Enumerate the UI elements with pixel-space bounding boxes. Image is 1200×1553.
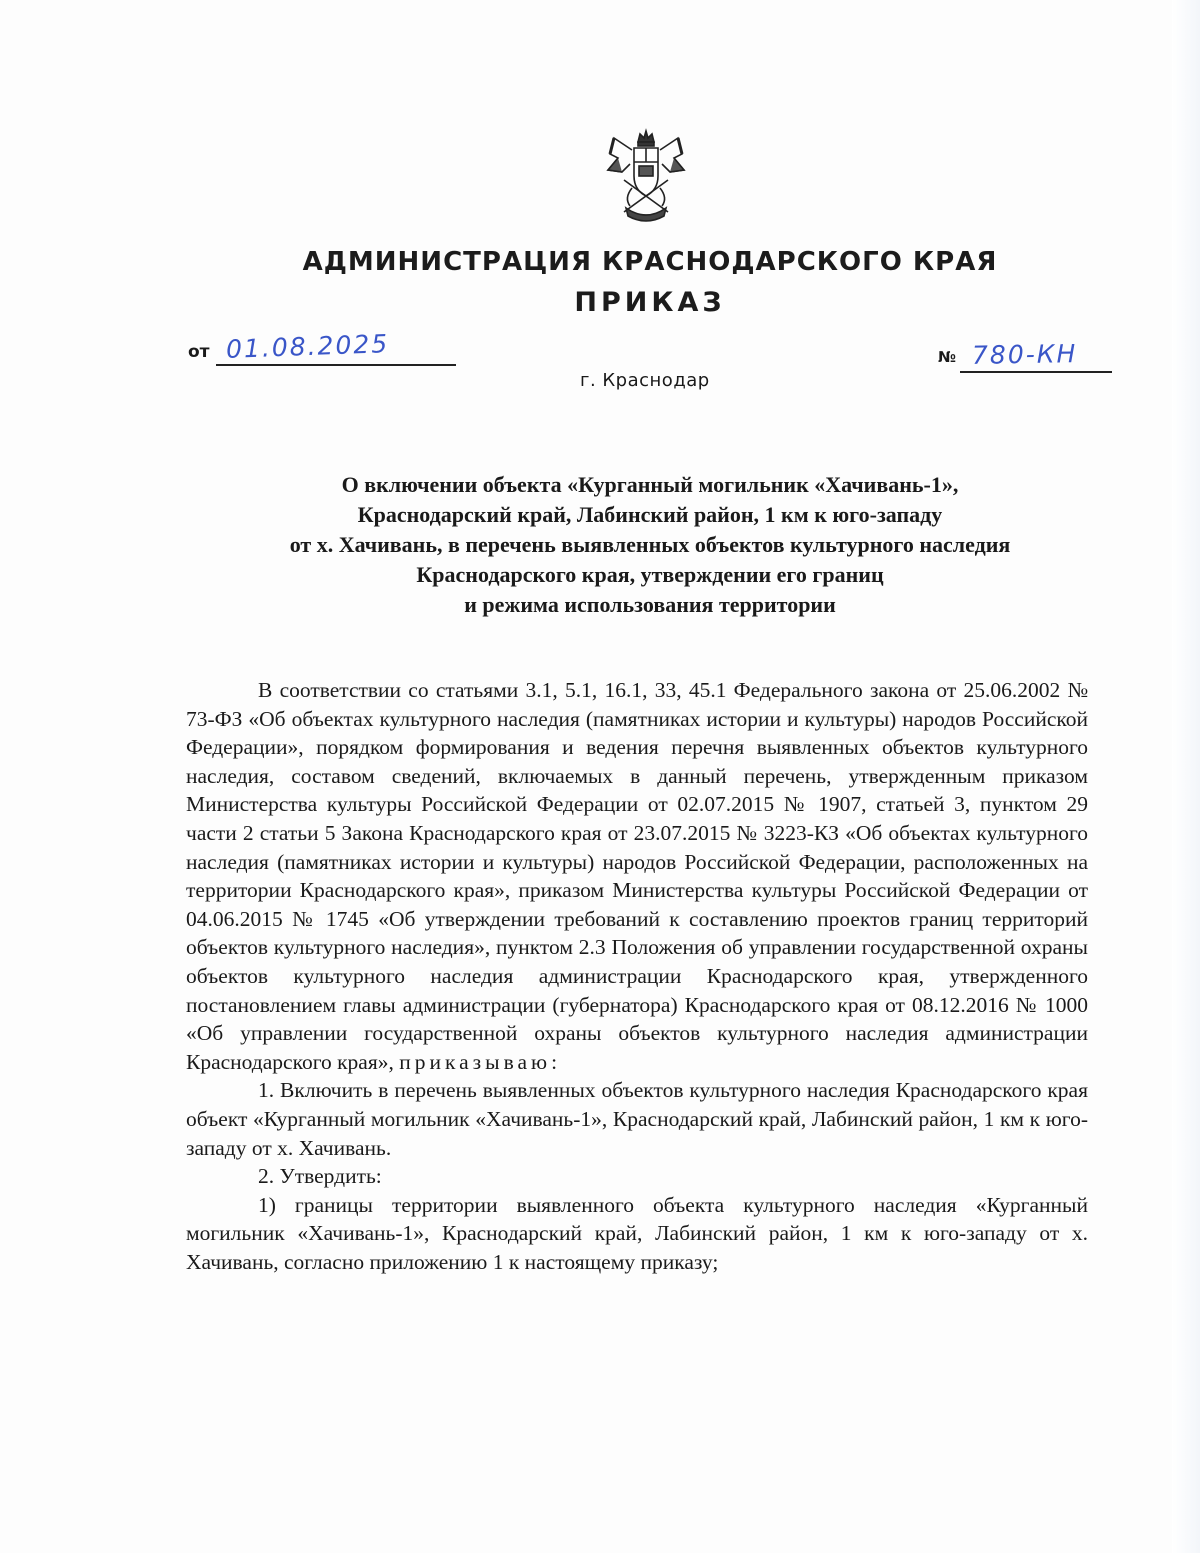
document-type: ПРИКАЗ xyxy=(574,287,726,318)
organization-name: АДМИНИСТРАЦИЯ КРАСНОДАРСКОГО КРАЯ xyxy=(302,247,998,277)
number-underline xyxy=(960,371,1112,373)
title-line: и режима использования территории xyxy=(464,592,836,617)
title-line: Краснодарского края, утверждении его границ xyxy=(416,562,884,587)
date-label: от xyxy=(188,342,210,362)
city: г. Краснодар xyxy=(580,370,710,391)
coat-of-arms-icon xyxy=(604,128,688,222)
number-handwritten: 780-КН xyxy=(971,339,1078,370)
item-2-paragraph: 2. Утвердить: xyxy=(258,1164,382,1189)
order-word: приказываю: xyxy=(399,1049,562,1074)
date-handwritten: 01.08.2025 xyxy=(225,329,390,364)
item-2-1-paragraph: 1) границы территории выявленного объекта культурного наследия «Курганный могильник «Хачивань-1», Краснодарский край, Лабинский район, 1 км к юго-западу от х. Хачивань, согласно приложению 1 к настоящему приказу; xyxy=(186,1192,1088,1274)
title-line: от х. Хачивань, в перечень выявленных объектов культурного наследия xyxy=(289,532,1011,557)
scan-edge xyxy=(1172,0,1200,1553)
title-line: О включении объекта «Курганный могильник «Хачивань-1», xyxy=(341,472,959,497)
date-underline xyxy=(216,364,456,366)
preamble-text: В соответствии со статьями 3.1, 5.1, 16.1, 33, 45.1 Федерального закона от 25.06.2002 № 73-ФЗ «Об объектах культурного наследия (памятниках истории и культуры) народов Российской Федерации», порядком формирования и ведения перечня выявленных объектов культурного наследия, составом сведений, включаемых в данный перечень, утвержденным приказом Министерства культуры Российской Федерации от 02.07.2015 № 1907, статьей 3, пунктом 29 части 2 статьи 5 Закона Краснодарского края от 23.07.2015 № 3223-КЗ «Об объектах культурного наследия (памятниках истории и культуры) народов Российской Федерации, расположенных на территории Краснодарского края», приказом Министерства культуры Российской Федерации от 04.06.2015 № 1745 «Об утверждении требований к составлению проектов границ территорий объектов культурного наследия», пунктом 2.3 Положения об управлении государственной охраны объектов культурного наследия администрации Краснодарского края, утвержденного постановлением главы администрации (губернатора) Краснодарского края от 08.12.2016 № 1000 «Об управлении государственной охраны объектов культурного наследия администрации Краснодарского края», xyxy=(186,678,1088,1074)
title-line: Краснодарский край, Лабинский район, 1 км к юго-западу xyxy=(357,502,943,527)
document-title xyxy=(170,470,1130,620)
document-body xyxy=(186,676,1088,1276)
number-label: № xyxy=(938,348,957,366)
item-1-paragraph: 1. Включить в перечень выявленных объектов культурного наследия Краснодарского края объект «Курганный могильник «Хачивань-1», Краснодарский край, Лабинский район, 1 км к юго-западу от х. Хачивань. xyxy=(186,1078,1088,1160)
preamble-paragraph xyxy=(186,676,1088,1076)
